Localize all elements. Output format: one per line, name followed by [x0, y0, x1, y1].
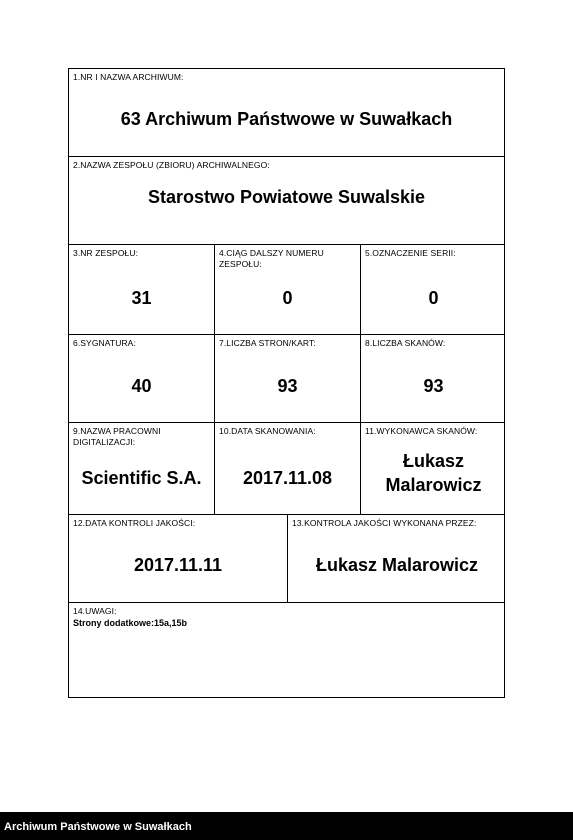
digitization-row [69, 423, 504, 515]
footer-text: Archiwum Państwowe w Suwałkach [4, 821, 192, 833]
fonds-number-cell [69, 245, 214, 334]
counts-row [69, 335, 504, 423]
scanned-by-first-name: Łukasz [402, 451, 465, 471]
archive-row [69, 69, 504, 157]
qc-date-value: 2017.11.11 [133, 555, 223, 575]
scanned-by-cell [360, 423, 506, 514]
pages-cell [214, 335, 360, 422]
archive-label: 1.NR I NAZWA ARCHIWUM: [73, 72, 184, 82]
pages-value: 93 [277, 376, 298, 396]
remarks-cell [69, 603, 504, 697]
fonds-name-label: 2.NAZWA ZESPOŁU (ZBIORU) ARCHIWALNEGO: [73, 160, 270, 170]
archive-cell [69, 69, 504, 156]
digitization-lab-cell [69, 423, 214, 514]
signature-value: 40 [131, 376, 152, 396]
series-value: 0 [428, 288, 439, 308]
scan-date-cell [214, 423, 360, 514]
remarks-label: 14.UWAGI: [73, 606, 117, 616]
scan-date-value: 2017.11.08 [242, 468, 333, 488]
scanned-by-label: 11.WYKONAWCA SKANÓW: [365, 426, 478, 436]
numbers-row [69, 245, 504, 335]
quality-control-row [69, 515, 504, 603]
qc-date-label: 12.DATA KONTROLI JAKOŚCI: [73, 518, 196, 528]
fonds-continuation-label: 4.CIĄG DALSZY NUMERU ZESPOŁU: [219, 248, 324, 269]
fonds-name-cell [69, 157, 504, 244]
fonds-name-value: Starostwo Powiatowe Suwalskie [147, 187, 426, 207]
scan-date-label: 10.DATA SKANOWANIA: [219, 426, 316, 436]
qc-by-value: Łukasz Malarowicz [315, 555, 479, 575]
scanned-by-last-name: Malarowicz [385, 475, 482, 495]
fonds-number-value: 31 [131, 288, 152, 308]
metadata-form [68, 68, 505, 698]
scans-label: 8.LICZBA SKANÓW: [365, 338, 446, 348]
fonds-name-row [69, 157, 504, 245]
qc-by-cell [287, 515, 506, 602]
fonds-continuation-cell [214, 245, 360, 334]
scanned-by-value [361, 449, 506, 497]
qc-by-label: 13.KONTROLA JAKOŚCI WYKONANA PRZEZ: [292, 518, 477, 528]
remarks-row [69, 603, 504, 697]
fonds-continuation-value: 0 [282, 288, 293, 308]
fonds-number-label: 3.NR ZESPOŁU: [73, 248, 139, 258]
series-cell [360, 245, 506, 334]
signature-label: 6.SYGNATURA: [73, 338, 136, 348]
digitization-lab-label: 9.NAZWA PRACOWNI DIGITALIZACJI: [73, 426, 161, 447]
series-label: 5.OZNACZENIE SERII: [365, 248, 456, 258]
signature-cell [69, 335, 214, 422]
qc-date-cell [69, 515, 287, 602]
footer-bar [0, 812, 573, 840]
pages-label: 7.LICZBA STRON/KART: [219, 338, 316, 348]
archive-value: 63 Archiwum Państwowe w Suwałkach [120, 109, 453, 129]
remarks-value: Strony dodatkowe:15a,15b [73, 618, 188, 628]
digitization-lab-value: Scientific S.A. [81, 468, 202, 488]
scans-cell [360, 335, 506, 422]
scans-value: 93 [423, 376, 444, 396]
